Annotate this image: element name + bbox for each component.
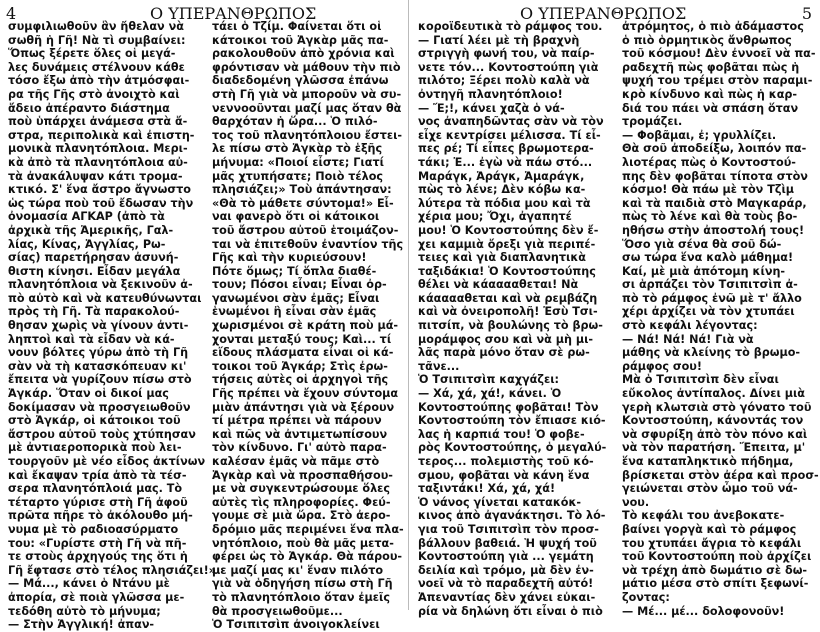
text-line: ψυχή του τρέμει στὸν παραμι-	[622, 74, 813, 88]
text-line: ραδεχτῆ πὼς φοβᾶται πὼς ἡ	[622, 60, 800, 74]
text-line: πὸ τὸ ράμφος ἐνῶ μὲ τ' ἄλλο	[622, 291, 802, 305]
text-line: γιὰ νὰ ὁδηγήση πίσω στὴ Γῆ	[212, 577, 393, 591]
text-line: σω τώρα ἕνα καλὸ μάθημα!	[622, 251, 794, 265]
text-line: — Γιατί λέει μὲ τὴ βραχνὴ	[418, 33, 580, 47]
text-line: τέταρτο γύρισε στὴ Γῆ ἀφοῦ	[8, 495, 188, 509]
text-line: εἴδους πλάσματα εἶναι οἱ κά-	[212, 346, 394, 360]
text-line: γειώνεται στὸν ὦμο τοῦ νά-	[622, 482, 798, 496]
text-line: — Μά..., κάνει ὁ Ντάνυ μὲ	[8, 577, 170, 591]
text-line: μᾶς χτυπήσατε; Ποιὸ τέλος	[212, 169, 384, 183]
page-number: 5	[801, 4, 812, 23]
text-line: λύτερα τὰ πόδια μου καὶ τὰ	[418, 196, 591, 210]
text-line: ταξιδάκια! Ὁ Κοντοστούπης	[418, 264, 596, 278]
text-line: ἄστρου αὐτοῦ τοὺς χτύπησαν	[8, 427, 196, 441]
text-line: χέρι ἀρχίζει νὰ τὸν χτυπάει	[622, 305, 795, 319]
running-head: Ο ΥΠΕΡΑΝΘΡΩΠΟΣ	[520, 4, 687, 23]
text-line: Πότε ὅμως; Τί ὅπλα διαθέ-	[212, 264, 377, 278]
text-line: στριγγὴ φωνή του, νὰ παίρ-	[418, 47, 595, 61]
text-line: χωρισμένοι σὲ κράτη ποὺ μά-	[212, 319, 399, 333]
text-line: τὸ πλανητόπλοιο ὅταν ἐμεῖς	[212, 590, 391, 604]
text-line: ὡς τώρα ποὺ τοῦ ἔδωσαν τὴν	[8, 196, 194, 210]
text-line: — Ἔ;!, κάνει χαζὰ ὁ νά-	[418, 101, 565, 115]
text-line: νοεῖ νὰ τὸ παραδεχτῆ αὐτό!	[418, 577, 594, 591]
text-line: Κοντοστούπη γιὰ ... γεμάτη	[418, 550, 594, 564]
text-line: νουν βόλτες γύρω ἀπὸ τὴ Γῆ	[8, 346, 189, 360]
text-line: κτικό. Σ' ἕνα ἄστρο ἄγνωστο	[8, 183, 191, 197]
text-line: τάκι; Ἐ... ἐγὼ νὰ πάω στό...	[418, 155, 593, 169]
text-line: ταξιντάκι! Χά, χά, χά!	[418, 482, 556, 496]
right-page	[410, 0, 820, 618]
text-line: ἑνωμένοι ἢ εἶναι σὰν ἐμᾶς	[212, 305, 377, 319]
text-line: θέλει νὰ κάααααθεται! Νὰ	[418, 278, 579, 292]
text-line: Μὰ ὁ Τσιπιτσὶπ δὲν εἶναι	[622, 373, 779, 387]
text-line: ζοντας:	[622, 590, 670, 604]
text-line: φέρει ὡς τὸ Ἀγκάρ. Θὰ πάρου-	[212, 550, 403, 564]
text-line: τοῦ Κοντοστούπη ποὺ ἀρχίζει	[622, 550, 812, 564]
text-line: βάλλουν βαθειά. Ἡ ψυχή τοῦ	[418, 536, 597, 550]
text-line: μοράμφος σου καὶ νὰ μὴ μι-	[418, 332, 594, 346]
text-line: Ὅσο γιὰ σένα θὰ σοῦ δώ-	[622, 237, 782, 251]
text-line: μου! Ὁ Κοντοστούπης δὲν ἔ-	[418, 223, 599, 237]
text-line: τί μέτρα πρέπει νὰ πάρουν	[212, 414, 382, 428]
text-line: με μαζί μας κι' ἕναν πιλότο	[212, 563, 384, 577]
text-line: σίας) παρετήρησαν ἀσυνή-	[8, 251, 179, 265]
text-line: τάει ὁ Τζίμ. Φαίνεται ὅτι οἱ	[212, 20, 382, 33]
text-line: ληπτοὶ καὶ τὰ εἶδαν νὰ κά-	[8, 332, 175, 346]
text-line: κρὸ κίνδυνο καὶ πὼς ἡ καρ-	[622, 87, 798, 101]
text-line: σὰν νὰ τὴ κατασκόπευαν κι'	[8, 359, 187, 373]
text-line: τὰ ἀνακάλυψαν κάτι τρομα-	[8, 169, 183, 183]
text-line: πλησιάζει;» Τοὺ ἀπάντησαν:	[212, 183, 392, 197]
text-line: τουν; Πόσοι εἶναι; Εἶναι ὀρ-	[212, 278, 387, 292]
text-line: βαίνει γοργὰ καὶ τὸ ράμφος	[622, 522, 797, 536]
text-line: νητόπλοιο, ποὺ θὰ μᾶς μετα-	[212, 536, 394, 550]
text-line: τε στοὺς ἀρχηγούς της ὅτι ἡ	[8, 550, 188, 564]
text-line: δρόμιο μᾶς περιμένει ἕνα πλα-	[212, 522, 404, 536]
text-line: ηθήσω στὴν ἀποστολή τους!	[622, 223, 805, 237]
text-line: μήνυμα: «Ποιοί εἶστε; Γιατί	[212, 155, 384, 169]
text-line: θαρχόταν ἡ ὥρα... Ὁ πιλό-	[212, 115, 378, 129]
text-line: στὸ κεφάλι λέγοντας:	[622, 319, 758, 333]
text-line: ἔπειτα νὰ γυρίζουν πίσω στὸ	[8, 373, 192, 387]
text-line: Καί, μὲ μιὰ ἀπότομη κίνη-	[622, 264, 786, 278]
text-line: λᾶς παρὰ μόνο ὅταν σὲ ρω-	[418, 346, 590, 360]
text-line: λίας, Κίνας, Ἀγγλίας, Ρω-	[8, 237, 166, 251]
text-line: πὼς τὸ λένε καὶ θὰ τοὺς βο-	[622, 210, 798, 224]
text-line: Ἀπεναντίας δὲν χάνει εὐκαι-	[418, 590, 596, 604]
text-line: ράμφος σου!	[622, 359, 702, 373]
text-line: λας ἡ καρπιά του! Ὁ φοβε-	[418, 427, 585, 441]
text-line: Ὅπως ξέρετε ὅλες οἱ μεγά-	[8, 47, 176, 61]
text-line: συμφιλιωθοῦν ἂν ἤθελαν νὰ	[8, 20, 184, 33]
text-line: πὸ αὐτὸ καὶ νὰ κατευθύνωνται	[8, 291, 202, 305]
page-number: 4	[6, 4, 17, 23]
text-line: ρα τῆς Γῆς στὸ ἀνοιχτὸ καὶ	[8, 87, 180, 101]
text-line: σερα πλανητόπλοιά μας. Τὸ	[8, 482, 183, 496]
text-line: τρομάζει.	[622, 115, 683, 129]
text-line: ἀπορία, σὲ ποιὰ γλῶσσα με-	[8, 590, 185, 604]
text-column-1	[418, 20, 607, 618]
text-line: εὔκολος ἀντίπαλος. Δίνει μιὰ	[622, 387, 805, 401]
text-line: τερος... πολεμιστὴς τοῦ κό-	[418, 455, 594, 468]
running-head: Ο ΥΠΕΡΑΝΘΡΩΠΟΣ	[150, 4, 317, 23]
text-line: αὐτὲς τὶς πληροφορίες. Φεύ-	[212, 495, 391, 509]
text-line: Ὁ νάνος γίνεται κατακόκ-	[418, 495, 582, 509]
text-line: διαδεδομένη γλῶσσα ἐπάνω	[212, 74, 389, 88]
page-gutter	[408, 0, 409, 610]
text-line: νὰ σφυρίξη ἀπὸ τὸν πόνο καὶ	[622, 427, 808, 441]
text-line: μιὰν ἀπάντησι γιὰ νὰ ξέρουν	[212, 400, 395, 414]
text-line: πης δὲν φοβᾶται τίποτα στὸν	[622, 169, 808, 183]
text-line: με νὰ συγκεντρώσουμε ὅλες	[212, 482, 391, 496]
text-line: δειλία καὶ τρόμο, μὰ δὲν ἐν-	[418, 563, 594, 577]
text-line: τουργοῦν μὲ νέο εἶδος ἀκτίνων	[8, 455, 206, 468]
text-line: τᾶνε...	[418, 359, 460, 373]
text-line: — Στὴν Ἀγγλική! ἀπαν-	[8, 618, 155, 632]
text-line: ὀντηγῆ πλανητόπλοιο!	[418, 87, 563, 101]
text-line: ἀτρόμητος, ὁ πιὸ ἀδάμαστος	[622, 20, 804, 33]
text-line: τόσο ἔξω ἀπὸ τὴν ἀτμόσφαι-	[8, 74, 190, 88]
text-line: ρία νὰ δηλώνη ὅτι εἶναι ὁ πιὸ	[418, 604, 603, 618]
text-line: νετε τόν... Κοντοστούπη γιὰ	[418, 60, 599, 74]
text-line: ἄδειο ἀπέραντο διάστημα	[8, 101, 170, 115]
text-line: μὲ ἀντιαεροπορικὰ ποὺ λει-	[8, 441, 182, 455]
text-line: Γῆ ἔφτασε στὸ τέλος πλησιάζει!»	[8, 563, 216, 577]
text-line: τοῦ κόσμου! Δὲν ἐννοεῖ νὰ πα-	[622, 47, 816, 61]
text-line: μάτιο μέσα στὸ σπίτι ξεφωνί-	[622, 577, 809, 591]
text-line: — Μέ... μέ... δολοφονοῦν!	[622, 604, 785, 618]
text-line: τεδόθη αὐτὸ τὸ μήνυμα;	[8, 604, 161, 618]
text-line: — Φοβᾶμαι, ἐ; γρυλλίζει.	[622, 128, 777, 142]
text-line: Ἀγκὰρ καὶ νὰ προσπαθήσου-	[212, 468, 393, 482]
text-line: Κοντοστούπη, κάνοντάς τον	[622, 414, 804, 428]
text-line: βρίσκεται στὸν ἀέρα καὶ προσ-	[622, 468, 819, 482]
text-column-1	[8, 20, 216, 632]
text-line: τος τοῦ πλανητόπλοιου ἔστει-	[212, 128, 403, 142]
text-line: ρακολουθοῦν ἀπὸ χρόνια καὶ	[212, 47, 395, 61]
text-line: γανωμένοι σὰν ἐμᾶς; Εἶναι	[212, 291, 380, 305]
text-line: σωθῆ ἡ Γῆ! Νὰ τὶ συμβαίνει:	[8, 33, 186, 47]
text-line: λες δυνάμεις στέλνουν κάθε	[8, 60, 185, 74]
text-line: κὰ ἀπὸ τὰ πλανητόπλοια αὐ-	[8, 155, 188, 169]
text-line: ποὺ ὑπάρχει ἀνάμεσα στὰ ἄ-	[8, 115, 188, 129]
text-line: τειες καὶ γιὰ διαπλανητικὰ	[418, 251, 586, 265]
text-line: στὴ Γῆ γιὰ νὰ μποροῦν νὰ συ-	[212, 87, 402, 101]
text-line: γερὴ κλωτσιὰ στὸ γόνατο τοῦ	[622, 400, 812, 414]
text-line: Γῆς πρέπει νὰ ἔχουν σύντομα	[212, 387, 399, 401]
text-line: ται νὰ ἐπιτεθοῦν ἐναντίον τῆς	[212, 237, 404, 251]
text-line: Κοντοστούπη τὸν ἔπιασε κιό-	[418, 414, 606, 428]
text-line: Ἀγκάρ. Ὅταν οἱ δικοί μας	[8, 387, 169, 401]
text-line: γουμε σὲ μιὰ ὥρα. Στὸ ἀερο-	[212, 509, 391, 523]
text-line: κινος ἀπὸ ἀγανάκτησι. Τὸ λό-	[418, 509, 606, 523]
text-line: πες ρέ; Τί εἶπες βρωμοτερα-	[418, 142, 594, 156]
text-line: νος ἀναπηδῶντας σὰν νὰ τὸν	[418, 115, 604, 129]
text-line: νου.	[622, 495, 650, 509]
text-line: «Θὰ τὸ μάθετε σύντομα!» Εἶ-	[212, 196, 394, 210]
text-line: καὶ πῶς νὰ ἀντιμετωπίσουν	[212, 427, 388, 441]
text-line: νυμα μὲ τὸ ραδιοασύρματο	[8, 522, 179, 536]
text-line: Ὁ Τσιπιτσὶπ καχγάζει:	[418, 373, 560, 387]
text-line: ὁ πιὸ ὁρμητικὸς ἄνθρωπος	[622, 33, 792, 47]
text-line: λε πίσω στὸ Ἀγκὰρ τὸ ἑξῆς	[212, 142, 383, 156]
text-line: — Νά! Νά! Νά! Γιὰ νὰ	[622, 332, 754, 346]
text-line: Γῆς καὶ τὴν κυριεύσουν!	[212, 251, 367, 265]
text-line: για τοῦ Τσιπιτσὶπ τὸν προσ-	[418, 522, 599, 536]
text-line: τὸν κίνδυνο. Γι' αὐτὸ παρα-	[212, 441, 387, 455]
text-line: μονικὰ πλανητόπλοια. Μερι-	[8, 142, 188, 156]
text-line: μάθης νὰ κλείνης τὸ βρωμο-	[622, 346, 801, 360]
text-line: ὀνομασία ΑΓΚΑΡ (ἀπὸ τὰ	[8, 210, 165, 224]
text-line: θησαν χωρὶς νὰ γίνουν ἀντι-	[8, 319, 189, 333]
text-line: πιλότο; Ξέρει πολὺ καλὰ νὰ	[418, 74, 590, 88]
text-line: στὸ Ἀγκάρ, οἱ κάτοικοι τοῦ	[8, 414, 181, 428]
text-line: Κοντοστούπης φοβᾶται! Τὸν	[418, 400, 599, 414]
text-line: σμου, φοβᾶται νὰ κάνη ἕνα	[418, 468, 590, 482]
text-line: Μαράγκ, Ἀράγκ, Ἀμαράγκ,	[418, 169, 585, 183]
text-line: πὼς τὸ λένε; Δὲν κόβω κα-	[418, 183, 586, 197]
text-line: πλανητόπλοια νὰ ξεκινοῦν ἀ-	[8, 278, 193, 292]
text-column-2	[622, 20, 819, 618]
text-line: ρὸς Κοντοστούπης, ὁ μεγαλύ-	[418, 441, 607, 455]
text-line: τοικοι τοῦ Ἀγκάρ; Στὶς ἐρω-	[212, 359, 388, 373]
text-line: κοροϊδευτικὰ τὸ ράμφος του.	[418, 20, 603, 33]
text-line: χονται μεταξύ τους; Καὶ... τί	[212, 332, 392, 346]
text-line: νὰ τρέχη ἀπὸ δωμάτιο σὲ δω-	[622, 563, 808, 577]
text-line: πρὸς τὴ Γῆ. Τὰ παρακολού-	[8, 305, 180, 319]
text-line: κάτοικοι τοῦ Ἀγκὰρ μᾶς πα-	[212, 33, 389, 47]
text-line: φρόντισαν νὰ μάθουν τὴν πιὸ	[212, 60, 401, 74]
text-line: Ὁ Τσιπιτσὶπ ἀνοιγοκλείνει	[212, 618, 380, 632]
text-line: εἶχε κεντρίσει μέλισσα. Τί εἶ-	[418, 128, 601, 142]
text-line: πρῶτα πῆρε τὸ ἀκόλουθο μή-	[8, 509, 193, 523]
text-line: κάααααθεται καὶ νὰ ρεμβάζη	[418, 291, 598, 305]
text-line: νὰ τὸν παρατήση. Ἔπειτα, μ'	[622, 441, 806, 455]
text-line: κόσμο! Θὰ πάω μὲ τὸν Τζὶμ	[622, 183, 795, 197]
text-line: θὰ προσγειωθοῦμε...	[212, 604, 343, 618]
text-line: πιτσίπ, νὰ βουλώνης τὸ βρω-	[418, 319, 603, 333]
text-line: καλέσαν ἐμᾶς νὰ πᾶμε στὸ	[212, 455, 380, 468]
text-line: χέρια μου; Ὄχι, ἀγαπητέ	[418, 210, 572, 224]
text-line: στρα, περιπολικὰ καὶ ἐπιστη-	[8, 128, 195, 142]
text-line: λιοτέρας πὼς ὁ Κοντοστού-	[622, 155, 796, 169]
text-line: ἕνα καταπληκτικὸ πήδημα,	[622, 455, 794, 468]
text-line: καὶ τὰ παιδιὰ στὸ Μαγκαράρ,	[622, 196, 807, 210]
text-line: Θὰ σοῦ ἀποδείξω, λοιπόν πα-	[622, 142, 807, 156]
text-line: δοκίμασαν νὰ προσγειωθοῦν	[8, 400, 191, 414]
text-line: τήσεις αὐτὲς οἱ ἀρχηγοὶ τῆς	[212, 373, 389, 387]
text-line: — Χά, χά, χά!, κάνει. Ὁ	[418, 387, 562, 401]
text-line: ναι φανερὸ ὅτι οἱ κάτοικοι	[212, 210, 380, 224]
text-line: θιστη κίνησι. Εἶδαν μεγάλα	[8, 264, 181, 278]
text-line: Τὸ κεφάλι του ἀνεβοκατε-	[622, 509, 785, 523]
text-column-2	[212, 20, 404, 632]
text-line: διά του πάει νὰ σπάση ὅταν	[622, 101, 799, 115]
text-line: σι ἁρπάζει τὸν Τσιπιτσὶπ ἀ-	[622, 278, 798, 292]
text-line: καὶ ἔκαψαν τρία ἀπὸ τὰ τέσ-	[8, 468, 187, 482]
text-line: ἀρχικὰ τῆς Ἀμερικῆς, Γαλ-	[8, 223, 174, 237]
text-line: του: «Γυρίστε στὴ Γῆ νὰ πῆ-	[8, 536, 187, 550]
text-line: χει καμμιὰ ὄρεξι γιὰ περιπέ-	[418, 237, 596, 251]
text-line: του χτυπάει ἄγρια τὸ κεφάλι	[622, 536, 802, 550]
text-line: τοῦ ἄστρου αὐτοῦ ἑτοιμάζον-	[212, 223, 399, 237]
text-line: καὶ νὰ ὀνειροπολῆ! Ἐσὺ Τσι-	[418, 305, 598, 319]
text-line: νεννοοῦνται μαζί μας ὅταν θὰ	[212, 101, 402, 115]
